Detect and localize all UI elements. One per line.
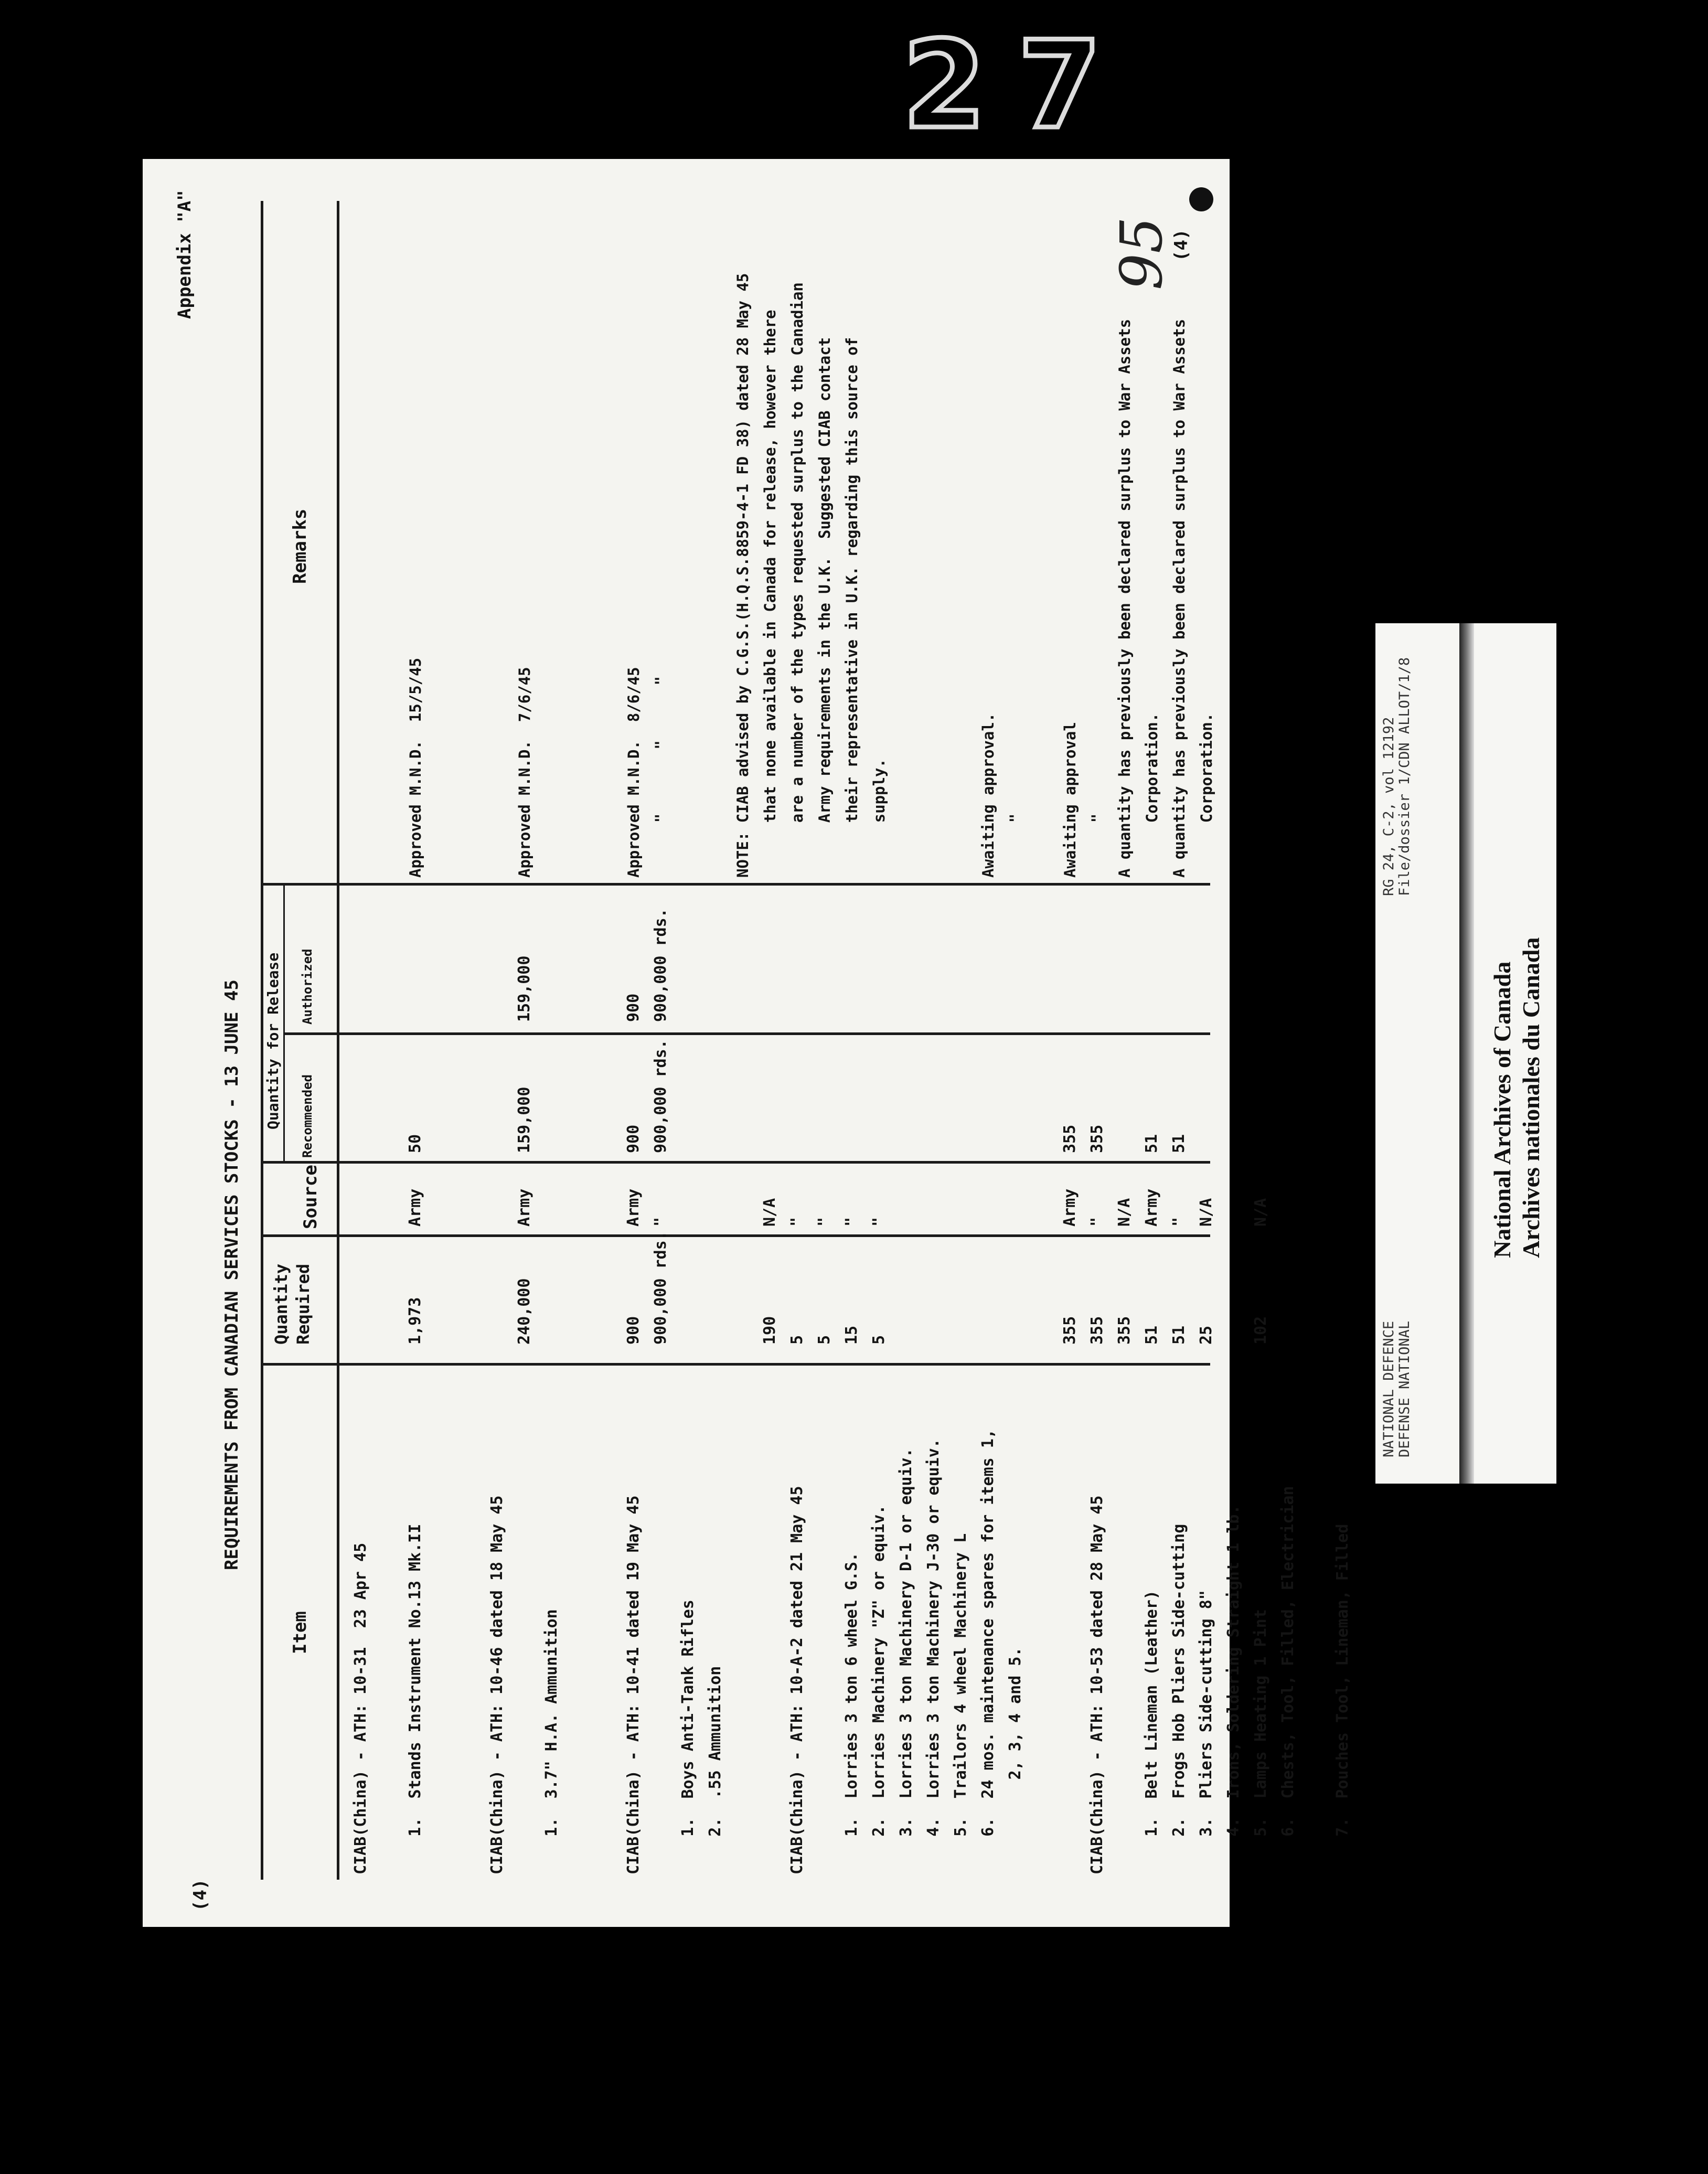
label-nd-en: NATIONAL DEFENCE (1381, 1320, 1397, 1457)
column-items: CIAB(China) - ATH: 10-31 23 Apr 45 1. Stands Instrument No.13 Mk.II CIAB(China) - ATH: 10-46 dated 18 May 45 1. 3.7" H.A. Ammunition CIAB(China) - ATH: 10-41 dated 19 May 45 1. Boys Anti-Tank Rifles 2. .55 Ammunition CIAB(China) - ATH: 10-A-2 dated 21 May 45 1. Lorries 3 ton 6 wheel G.S. 2. Lorries Machinery "Z" or equiv. 3. Lorries 3 ton Machinery D-1 or equiv. 4. Lorries 3 ton Machinery J-30 or equiv. 5. Trailors 4 wheel Machinery L 6. 24 mos. maintenance spares for items 1, 2, 3, 4 and 5. CIAB(China) - ATH: 10-53 dated 28 May 45 1. Belt Lineman (Leather) 2. Frogs Hob Pliers Side-cutting 3. Pliers Side-cutting 8" 4. Irons, Soldering Straight 1 lb. 5. Lamps Heating 1 Pint 6. Chests, Tool, Filled, Electrician 7. Pouches Tool, Lineman, Filled (351, 1429, 1352, 1874)
col-rule-1 (261, 1363, 1210, 1366)
header-item: Item (290, 1611, 311, 1654)
header-remarks: Remarks (290, 508, 311, 584)
label-ref-1: RG 24, C-2, vol 12192 (1381, 717, 1397, 896)
column-authorized: 159,000 900 900,000 rds. (515, 908, 670, 1022)
label-archives-fr: Archives nationales du Canada (1518, 937, 1544, 1258)
header-qty-required: Quantity Required (271, 1263, 313, 1345)
col-rule-3 (261, 1161, 1210, 1164)
frame-number: 27 (902, 16, 1134, 156)
table-top-rule (261, 201, 263, 1880)
handwritten-folio: 95 (1108, 217, 1175, 290)
col-rule-4 (284, 1032, 1210, 1035)
column-recommended: 50 159,000 900 900,000 rds. 355 355 51 51 (406, 1039, 1188, 1153)
page-marker-right: (4) (1171, 229, 1192, 261)
archive-label (1375, 623, 1556, 1484)
page-marker-left: (4) (190, 1879, 211, 1911)
release-subheader-rule (283, 886, 285, 1164)
archive-label-rotated (1375, 623, 1556, 1484)
label-ref-2: File/dossier 1/CDN ALLOT/1/8 (1396, 657, 1413, 896)
header-bottom-rule (337, 201, 339, 1880)
rotated-page (143, 159, 1352, 1927)
header-source: Source (300, 1165, 321, 1229)
column-remarks: Approved M.N.D. 15/5/45 Approved M.N.D. 7/6/45 Approved M.N.D. 8/6/45 " " " NOTE: CIAB advised by C.G.S.(H.Q.S.8859-4-1 FD 38) dated 28 May 45 that none available in Canada for release, however there are a number of the types requested surplus to the Canadian Army requirements in the U.K. Suggested CIAB contact their representative in U.K. regarding this source of supply. Awaiting approval. " Awaiting approval " A quantity has previously been declared surplus to War Assets Corporation. A quantity has previously been declared surplus to War Assets Corporation. (407, 273, 1215, 878)
appendix-label: Appendix "A" (174, 190, 195, 319)
col-rule-5 (261, 883, 1210, 886)
header-recommended: Recommended (300, 1074, 315, 1158)
label-archives-en: National Archives of Canada (1489, 961, 1515, 1258)
label-nd-fr: DEFENSE NATIONAL (1396, 1320, 1413, 1457)
document-sheet (143, 159, 1352, 1927)
column-source: Army Army Army " N/A " " " " Army " N/A Army " N/A N/A (406, 1188, 1270, 1227)
page-title: REQUIREMENTS FROM CANADIAN SERVICES STOCKS - 13 JUNE 45 (221, 979, 242, 1570)
header-authorized: Authorized (300, 949, 315, 1025)
header-qty-release: Quantity for Release (264, 952, 282, 1129)
punch-hole-mark (1189, 187, 1213, 211)
column-qty-required: 1,973 240,000 900 900,000 rds. 190 5 5 15 5 355 355 355 51 51 25 102 (406, 1231, 1270, 1345)
